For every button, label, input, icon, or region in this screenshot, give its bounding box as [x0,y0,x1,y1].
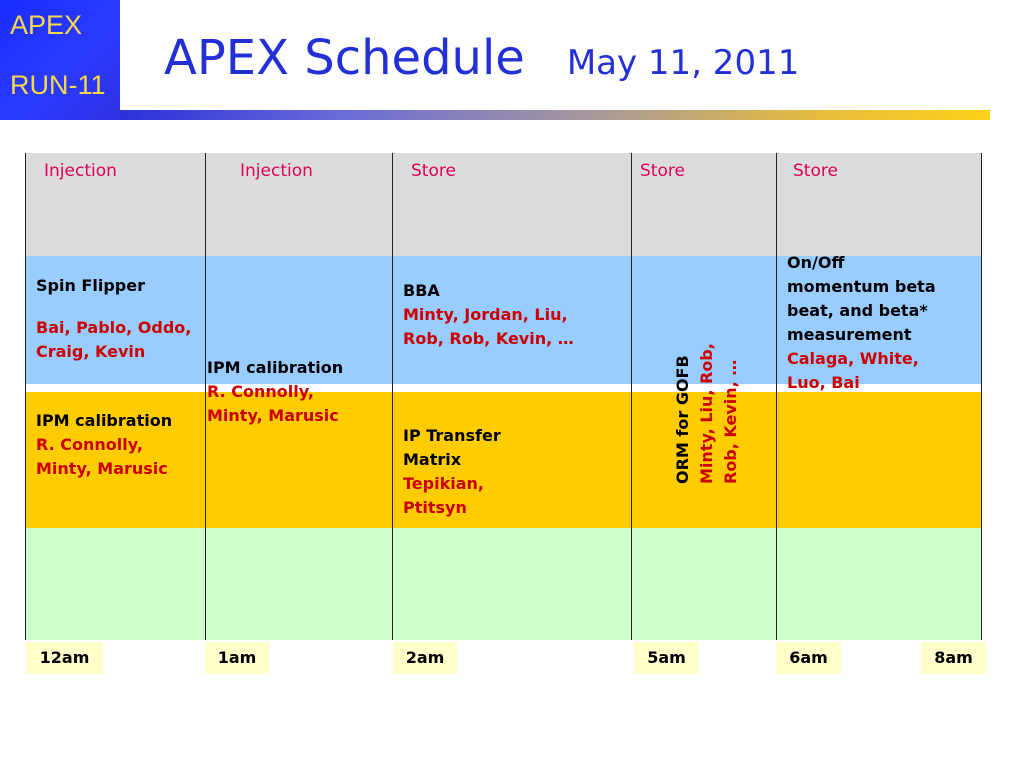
task-people: Minty, Jordan, Liu, [403,305,568,324]
task-spin-flipper [36,274,191,364]
header-band [26,153,982,256]
task-momentum-beta-beat [787,251,936,395]
grid-line [981,153,982,640]
task-people: Minty, Marusic [207,406,339,425]
task-orm-gofb [671,324,743,484]
task-people: Bai, Pablo, Oddo, [36,318,192,337]
task-people: Tepikian, [403,474,484,493]
task-people: R. Connolly, [36,435,144,454]
grid-line [776,153,777,640]
logo-apex-text: APEX [10,10,83,40]
grid-line [631,153,632,640]
task-title: IPM calibration [36,411,173,430]
task-people: Calaga, White, [787,349,919,368]
column-header: Store [640,161,685,181]
task-title: Matrix [403,450,462,469]
green-band [26,528,982,640]
grid-line [392,153,393,640]
task-bba [403,279,574,351]
task-title: On/Off [787,253,845,272]
time-label: 6am [776,642,841,674]
task-people: Craig, Kevin [36,342,146,361]
task-people: Rob, Rob, Kevin, … [403,329,574,348]
task-people: Ptitsyn [403,498,467,517]
time-label: 8am [921,642,986,674]
time-label: 5am [634,642,699,674]
time-label: 1am [205,642,269,674]
title-main: APEX Schedule [164,30,525,86]
task-people: Luo, Bai [787,373,860,392]
column-header: Store [411,161,456,181]
time-label: 2am [393,642,457,674]
task-ip-transfer-matrix [403,424,501,520]
task-title: measurement [787,325,912,344]
task-ipm-calibration [36,409,172,481]
task-title: momentum beta [787,277,936,296]
task-title: beat, and beta* [787,301,928,320]
task-title: ORM for GOFB [673,355,692,484]
task-title: IPM calibration [207,358,344,377]
logo-run-text: RUN-11 [10,70,106,100]
time-label: 12am [26,642,103,674]
task-people: Rob, Kevin, … [721,359,740,484]
task-ipm-calibration [207,356,343,428]
task-people: R. Connolly, [207,382,315,401]
task-people: Minty, Marusic [36,459,168,478]
page-title [164,30,799,86]
task-title: IP Transfer [403,426,501,445]
title-gradient-bar [120,110,990,120]
task-people: Minty, Liu, Rob, [697,343,716,484]
column-header: Injection [240,161,313,181]
task-title: BBA [403,281,440,300]
title-date: May 11, 2011 [566,43,800,83]
column-header: Store [793,161,838,181]
column-header: Injection [44,161,117,181]
grid-line [25,153,26,640]
apex-run-logo [0,0,120,120]
grid-line [205,153,206,640]
task-title: Spin Flipper [36,276,145,295]
